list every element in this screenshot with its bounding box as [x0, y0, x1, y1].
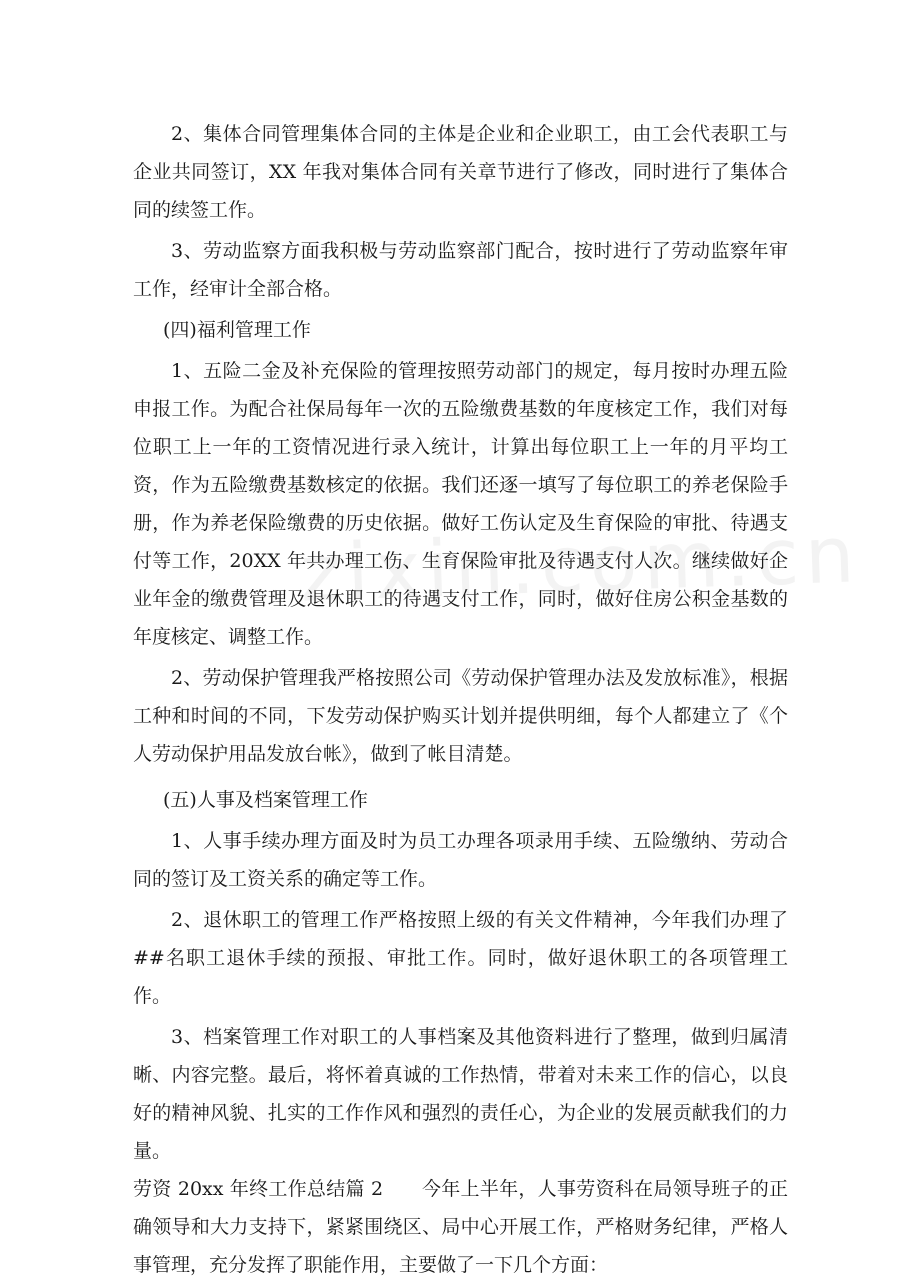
paragraph-retiree-management: 2、退休职工的管理工作严格按照上级的有关文件精神，今年我们办理了##名职工退休手续的预报、审批工作。同时，做好退休职工的各项管理工作。 [133, 909, 788, 1007]
paragraph-personnel-procedures: 1、人事手续办理方面及时为员工办理各项录用手续、五险缴纳、劳动合同的签订及工资关系的确定等工作。 [133, 830, 788, 890]
paragraph-collective-contract: 2、集体合同管理集体合同的主体是企业和企业职工，由工会代表职工与企业共同签订，XX 年我对集体合同有关章节进行了修改，同时进行了集体合同的续签工作。 [133, 123, 788, 221]
section-heading-welfare: (四)福利管理工作 [163, 319, 311, 341]
paragraph-labor-protection: 2、劳动保护管理我严格按照公司《劳动保护管理办法及发放标准》，根据工种和时间的不同，下发劳动保护购买计划并提供明细，每个人都建立了《个人劳动保护用品发放台帐》，做到了帐目清楚。 [133, 667, 788, 765]
paragraph-labor-inspection: 3、劳动监察方面我积极与劳动监察部门配合，按时进行了劳动监察年审工作，经审计全部合格。 [133, 240, 788, 300]
section-heading-personnel: (五)人事及档案管理工作 [163, 789, 368, 811]
document-body [133, 115, 788, 1284]
paragraph-summary-part-2: 劳资 20xx 年终工作总结篇 2 今年上半年，人事劳资科在局领导班子的正确领导和大力支持下，紧紧围绕区、局中心开展工作，严格财务纪律，严格人事管理，充分发挥了职能作用，主要做了一下几个方面： [133, 1178, 788, 1276]
paragraph-archive-management: 3、档案管理工作对职工的人事档案及其他资料进行了整理，做到归属清晰、内容完整。最后，将怀着真诚的工作热情，带着对未来工作的信心，以良好的精神风貌、扎实的工作作风和强烈的责任心，为企业的发展贡献我们的力量。 [133, 1026, 788, 1162]
paragraph-insurance: 1、五险二金及补充保险的管理按照劳动部门的规定，每月按时办理五险申报工作。为配合社保局每年一次的五险缴费基数的年度核定工作，我们对每位职工上一年的工资情况进行录入统计，计算出每位职工上一年的月平均工资，作为五险缴费基数核定的依据。我们还逐一填写了每位职工的养老保险手册，作为养老保险缴费的历史依据。做好工伤认定及生育保险的审批、待遇支付等工作，20XX 年共办理工伤、生育保险审批及待遇支付人次。继续做好企业年金的缴费管理及退休职工的待遇支付工作，同时，做好住房公积金基数的年度核定、调整工作。 [133, 360, 788, 648]
